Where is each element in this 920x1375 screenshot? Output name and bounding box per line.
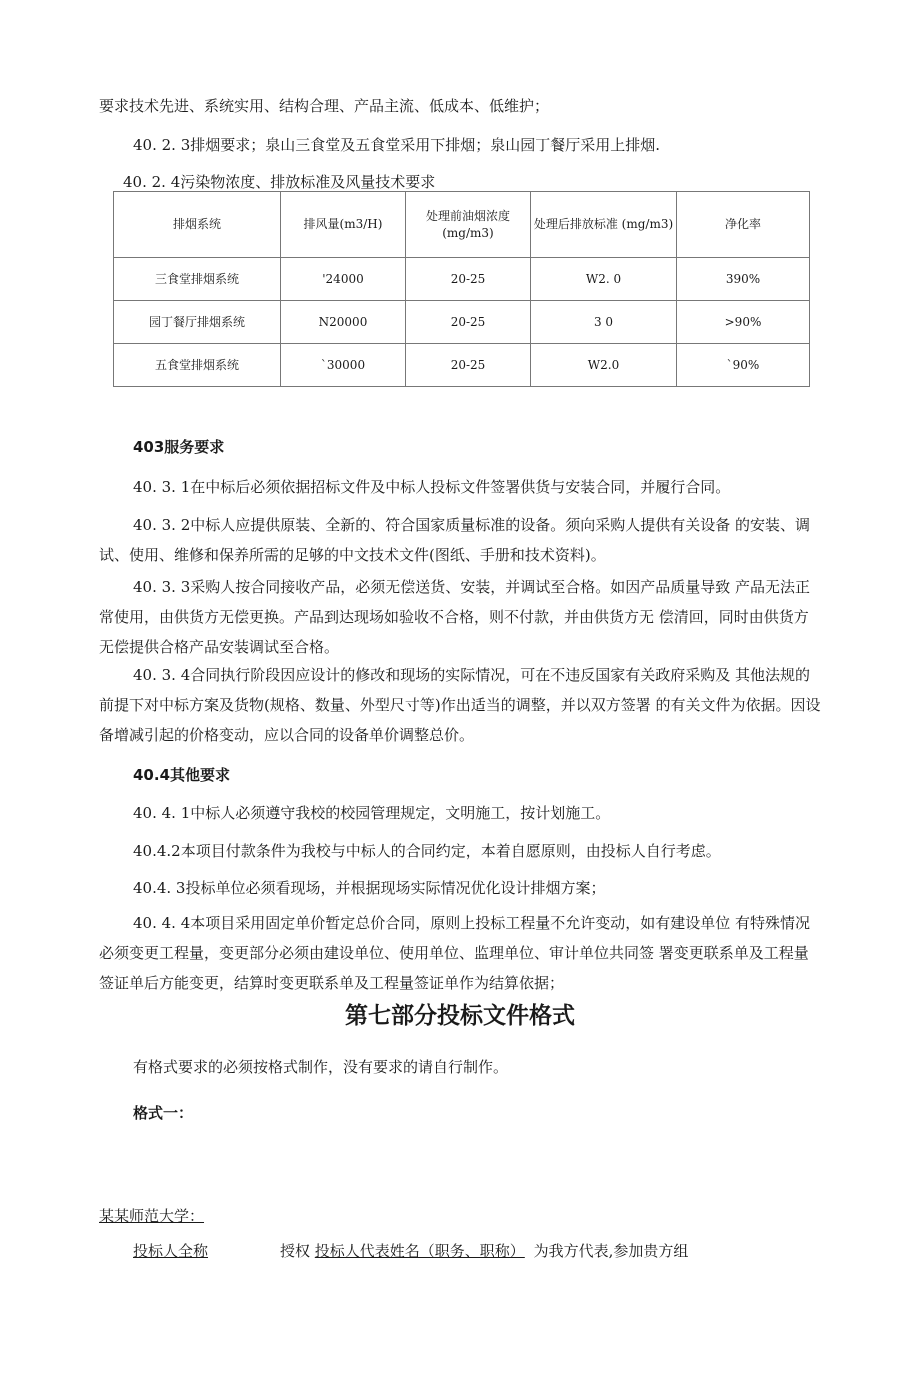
table-header-cell: 排风量(m3/H) bbox=[281, 192, 406, 258]
table-header-cell: 净化率 bbox=[677, 192, 810, 258]
table-cell: N20000 bbox=[281, 301, 406, 344]
table-cell: 三食堂排烟系统 bbox=[114, 258, 281, 301]
paragraph: 40. 4. 1中标人必须遵守我校的校园管理规定，文明施工，按计划施工。 bbox=[133, 804, 611, 822]
paragraph: 40. 3. 2中标人应提供原装、全新的、符合国家质量标准的设备。须向采购人提供有关设备 的安装、调试、使用、维修和保养所需的足够的中文技术文件(图纸、手册和技术资料)。 bbox=[99, 516, 811, 564]
bidder-name-blank: 投标人全称 bbox=[133, 1242, 209, 1260]
table-cell: 20-25 bbox=[406, 301, 531, 344]
table-cell: 20-25 bbox=[406, 344, 531, 387]
addressee: 某某师范大学： bbox=[99, 1207, 205, 1225]
paragraph: 40.4. 3投标单位必须看现场，并根据现场实际情况优化设计排烟方案； bbox=[133, 879, 606, 897]
table-header-cell: 处理前油烟浓度(mg/m3) bbox=[406, 192, 531, 258]
paragraph: 40. 3. 1在中标后必须依据招标文件及中标人投标文件签署供货与安装合同，并履行合同。 bbox=[133, 478, 731, 496]
table-cell: `90% bbox=[677, 344, 810, 387]
paragraph: 40. 3. 4合同执行阶段因应设计的修改和现场的实际情况，可在不违反国家有关政府采购及 其他法规的前提下对中标方案及货物(规格、数量、外型尺寸等)作出适当的调整，并以双方签署 的有关文件为依据。因设备增减引起的价格变动，应以合同的设备单价调整总价。 bbox=[99, 666, 821, 744]
text-line: 40. 2. 3排烟要求；泉山三食堂及五食堂采用下排烟；泉山园丁餐厅采用上排烟. bbox=[133, 136, 661, 154]
authorization-line bbox=[133, 1241, 688, 1261]
table-cell: 390% bbox=[677, 258, 810, 301]
table-header-cell: 排烟系统 bbox=[114, 192, 281, 258]
table-caption: 40. 2. 4污染物浓度、排放标准及风量技术要求 bbox=[123, 173, 436, 191]
section-heading: 40.4其他要求 bbox=[133, 766, 231, 784]
table-cell: `30000 bbox=[281, 344, 406, 387]
format-label: 格式一： bbox=[133, 1104, 194, 1122]
part-title: 第七部分投标文件格式 bbox=[345, 1003, 575, 1029]
table-cell: W2. 0 bbox=[531, 258, 677, 301]
section-heading: 403服务要求 bbox=[133, 438, 225, 456]
table-cell: '24000 bbox=[281, 258, 406, 301]
table-cell: 3 0 bbox=[531, 301, 677, 344]
table-row bbox=[114, 344, 810, 387]
emission-standards-table bbox=[113, 191, 810, 387]
authorization-tail: 为我方代表,参加贵方组 bbox=[533, 1242, 689, 1260]
table-cell: >90% bbox=[677, 301, 810, 344]
table-cell: W2.0 bbox=[531, 344, 677, 387]
representative-blank: 投标人代表姓名（职务、职称） bbox=[314, 1242, 525, 1260]
paragraph: 40. 3. 3采购人按合同接收产品，必须无偿送货、安装，并调试至合格。如因产品质量导致 产品无法正常使用，由供货方无偿更换。产品到达现场如验收不合格，则不付款，并由供货方无 偿清回，同时由供货方无偿提供合格产品安装调试至合格。 bbox=[99, 578, 811, 656]
table-cell: 五食堂排烟系统 bbox=[114, 344, 281, 387]
intro-text: 有格式要求的必须按格式制作，没有要求的请自行制作。 bbox=[133, 1058, 509, 1076]
authorize-word: 授权 bbox=[280, 1242, 311, 1260]
paragraph: 40. 4. 4本项目采用固定单价暂定总价合同，原则上投标工程量不允许变动，如有建设单位 有特殊情况必须变更工程量，变更部分必须由建设单位、使用单位、监理单位、审计单位共同签 署变更联系单及工程量签证单后方能变更，结算时变更联系单及工程量签证单作为结算依据； bbox=[99, 914, 811, 992]
table-row bbox=[114, 258, 810, 301]
table-header-cell: 处理后排放标准 (mg/m3) bbox=[531, 192, 677, 258]
paragraph: 40.4.2本项目付款条件为我校与中标人的合同约定，本着自愿原则，由投标人自行考虑。 bbox=[133, 842, 721, 860]
table-header-row bbox=[114, 192, 810, 258]
table-cell: 20-25 bbox=[406, 258, 531, 301]
text-line: 要求技术先进、系统实用、结构合理、产品主流、低成本、低维护； bbox=[99, 97, 550, 115]
table-row bbox=[114, 301, 810, 344]
table-cell: 园丁餐厅排烟系统 bbox=[114, 301, 281, 344]
